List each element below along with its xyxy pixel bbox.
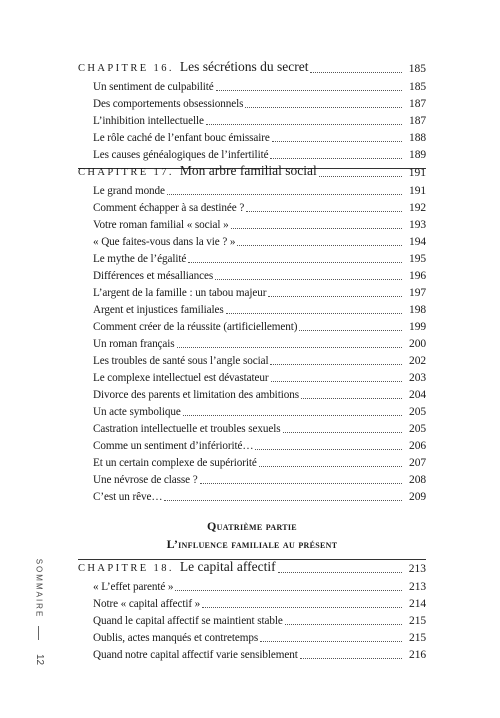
toc-entry xyxy=(93,648,426,662)
entry-title: L’inhibition intellectuelle xyxy=(93,115,204,127)
dot-leader xyxy=(268,295,402,297)
dot-leader xyxy=(283,431,403,433)
entry-page: 208 xyxy=(409,474,426,486)
entry-page: 203 xyxy=(409,372,426,384)
dot-leader xyxy=(167,193,402,195)
dot-leader xyxy=(271,380,402,382)
dot-leader xyxy=(270,363,402,365)
entry-title: Les troubles de santé sous l’angle social xyxy=(93,355,269,367)
entry-page: 216 xyxy=(409,649,426,661)
dot-leader xyxy=(202,606,402,608)
margin-rule xyxy=(38,626,39,640)
toc-entry xyxy=(93,148,426,162)
toc-entry xyxy=(93,371,426,385)
entry-title: Le grand monde xyxy=(93,185,165,197)
entry-page: 191 xyxy=(409,185,426,197)
dot-leader xyxy=(175,589,402,591)
dot-leader xyxy=(216,89,402,91)
toc-entry xyxy=(93,580,426,594)
entry-title: Castration intellectuelle et troubles sexuels xyxy=(93,423,281,435)
dot-leader xyxy=(245,106,402,108)
entry-page: 214 xyxy=(409,598,426,610)
entry-page: 199 xyxy=(409,321,426,333)
entry-page: 215 xyxy=(409,615,426,627)
folio xyxy=(33,648,47,670)
entry-title: Les causes généalogiques de l’infertilité xyxy=(93,149,269,161)
entry-title: C’est un rêve… xyxy=(93,491,163,503)
toc-entry xyxy=(93,252,426,266)
toc-entry xyxy=(93,456,426,470)
entry-title: L’argent de la famille : un tabou majeur xyxy=(93,287,267,299)
toc-entry xyxy=(93,388,426,402)
dot-leader xyxy=(299,329,402,331)
dot-leader xyxy=(226,312,402,314)
entry-page: 187 xyxy=(409,115,426,127)
entry-title: « Que faites-vous dans la vie ? » xyxy=(93,236,236,248)
dot-leader xyxy=(200,482,402,484)
toc-entry xyxy=(93,131,426,145)
entry-page: 207 xyxy=(409,457,426,469)
entry-title: « L’effet parenté » xyxy=(93,581,174,593)
running-head-text: SOMMAIRE xyxy=(34,558,44,618)
toc-entry xyxy=(93,286,426,300)
entry-page: 193 xyxy=(409,219,426,231)
dot-leader xyxy=(164,499,402,501)
dot-leader xyxy=(270,157,402,159)
dot-leader xyxy=(188,261,402,263)
page-number: 185 xyxy=(408,63,426,75)
entry-page: 202 xyxy=(409,355,426,367)
dot-leader xyxy=(237,244,402,246)
toc-entry xyxy=(93,405,426,419)
entry-page: 200 xyxy=(409,338,426,350)
dot-leader xyxy=(278,571,402,573)
dot-leader xyxy=(215,278,402,280)
entry-page: 197 xyxy=(409,287,426,299)
toc-entry xyxy=(93,184,426,198)
entry-title: Comment créer de la réussite (artificiellement) xyxy=(93,321,298,333)
dot-leader xyxy=(183,414,402,416)
entry-page: 198 xyxy=(409,304,426,316)
toc-entry xyxy=(93,422,426,436)
toc-entry xyxy=(93,597,426,611)
dot-leader xyxy=(319,175,402,177)
toc-entry xyxy=(93,303,426,317)
entry-page: 185 xyxy=(409,81,426,93)
toc-entry xyxy=(93,201,426,215)
entry-title: Votre roman familial « social » xyxy=(93,219,229,231)
dot-leader xyxy=(177,346,402,348)
entry-title: Un roman français xyxy=(93,338,175,350)
folio-number: 12 xyxy=(34,653,46,665)
dot-leader xyxy=(259,465,402,467)
dot-leader xyxy=(285,623,402,625)
entry-page: 215 xyxy=(409,632,426,644)
toc-entry xyxy=(93,320,426,334)
dot-leader xyxy=(231,227,402,229)
entry-title: Notre « capital affectif » xyxy=(93,598,201,610)
toc-entry xyxy=(93,614,426,628)
part-title: L’influence familiale au présent xyxy=(166,537,338,551)
entry-page: 188 xyxy=(409,132,426,144)
chapter-label: CHAPITRE 16. xyxy=(78,63,174,74)
chapter-heading xyxy=(78,163,426,180)
toc-entry xyxy=(93,269,426,283)
entry-title: Une névrose de classe ? xyxy=(93,474,198,486)
entry-title: Le complexe intellectuel est dévastateur xyxy=(93,372,269,384)
entry-page: 206 xyxy=(409,440,426,452)
chapter-label: CHAPITRE 18. xyxy=(78,563,174,574)
dot-leader xyxy=(246,210,402,212)
toc-entry xyxy=(93,439,426,453)
entry-page: 204 xyxy=(409,389,426,401)
chapter-title: Les sécrétions du secret xyxy=(179,59,309,74)
dot-leader xyxy=(300,657,402,659)
entry-page: 205 xyxy=(409,406,426,418)
chapter-title: Mon arbre familial social xyxy=(179,163,317,178)
entry-title: Comme un sentiment d’infériorité… xyxy=(93,440,254,452)
chapter-title: Le capital affectif xyxy=(179,559,276,574)
chapter-heading xyxy=(78,559,426,576)
toc-entry xyxy=(93,473,426,487)
part-label: Quatrième partie xyxy=(207,519,297,533)
dot-leader xyxy=(260,640,402,642)
toc-entry xyxy=(93,235,426,249)
entry-title: Quand le capital affectif se maintient stable xyxy=(93,615,283,627)
page-number: 213 xyxy=(408,563,426,575)
entry-title: Des comportements obsessionnels xyxy=(93,98,244,110)
entry-title: Argent et injustices familiales xyxy=(93,304,224,316)
entry-page: 196 xyxy=(409,270,426,282)
entry-title: Le rôle caché de l’enfant bouc émissaire xyxy=(93,132,270,144)
entry-page: 205 xyxy=(409,423,426,435)
dot-leader xyxy=(310,71,402,73)
toc-entry xyxy=(93,490,426,504)
entry-title: Et un certain complexe de supériorité xyxy=(93,457,257,469)
entry-page: 194 xyxy=(409,236,426,248)
entry-page: 189 xyxy=(409,149,426,161)
toc-entry xyxy=(93,631,426,645)
toc-entry xyxy=(93,114,426,128)
entry-page: 192 xyxy=(409,202,426,214)
entry-page: 187 xyxy=(409,98,426,110)
page-number: 191 xyxy=(408,167,426,179)
entry-title: Un sentiment de culpabilité xyxy=(93,81,214,93)
entry-page: 195 xyxy=(409,253,426,265)
chapter-heading xyxy=(78,59,426,76)
toc-entry xyxy=(93,80,426,94)
entry-title: Un acte symbolique xyxy=(93,406,181,418)
entry-title: Divorce des parents et limitation des ambitions xyxy=(93,389,299,401)
dot-leader xyxy=(301,397,402,399)
dot-leader xyxy=(206,123,402,125)
chapter-label: CHAPITRE 17. xyxy=(78,167,174,178)
entry-title: Le mythe de l’égalité xyxy=(93,253,187,265)
entry-page: 213 xyxy=(409,581,426,593)
entry-title: Différences et mésalliances xyxy=(93,270,214,282)
toc-entry xyxy=(93,354,426,368)
toc-entry xyxy=(93,218,426,232)
entry-title: Quand notre capital affectif varie sensiblement xyxy=(93,649,298,661)
entry-page: 209 xyxy=(409,491,426,503)
dot-leader xyxy=(272,140,402,142)
dot-leader xyxy=(255,448,402,450)
entry-title: Oublis, actes manqués et contretemps xyxy=(93,632,259,644)
toc-entry xyxy=(93,337,426,351)
entry-title: Comment échapper à sa destinée ? xyxy=(93,202,245,214)
running-head xyxy=(32,553,46,623)
toc-entry xyxy=(93,97,426,111)
